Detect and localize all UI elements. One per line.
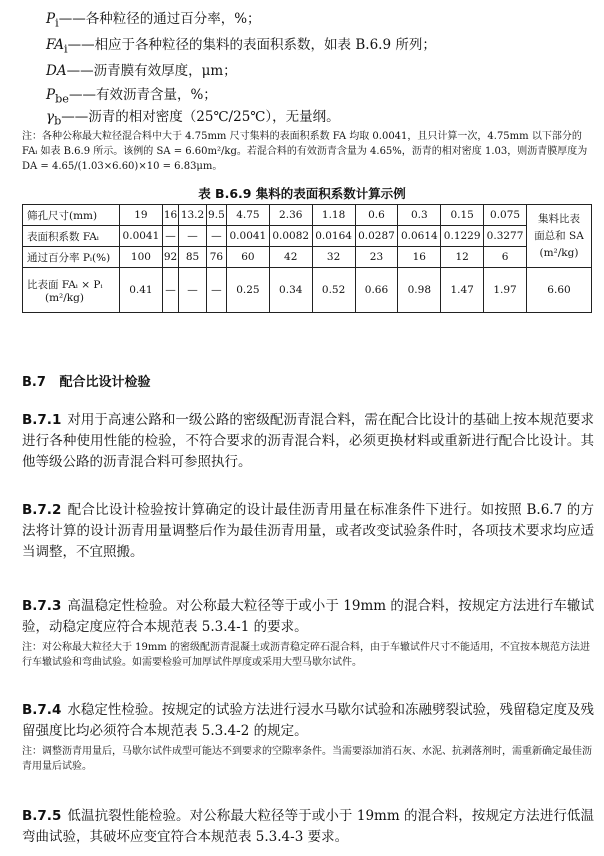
table-cell: 16: [162, 205, 178, 226]
table-cell: 0.0164: [312, 226, 355, 247]
table-cell: 76: [206, 247, 226, 268]
variable-symbol: P: [46, 87, 56, 103]
clause-note: 注：对公称最大粒径大于 19mm 的密级配沥青混凝土或沥青稳定碎石混合料，由于车辙试件尺寸不能适用，不宜按本规范方法进行车辙试验和弯曲试验。如需要检验可加厚试件厚度或采用大型马歇尔试件。: [22, 642, 591, 668]
surface-area-table: [22, 204, 592, 313]
table-cell: 6: [484, 247, 527, 268]
variable-description: ——沥青膜有效厚度，μm；: [66, 63, 237, 79]
section-heading: [22, 371, 151, 390]
table-cell: 60: [226, 247, 269, 268]
table-cell: 0.25: [226, 268, 269, 313]
variable-subscript: b: [54, 114, 62, 128]
variable-symbol: γ: [46, 109, 55, 125]
table-cell: 1.97: [484, 268, 527, 313]
variable-description: ——沥青的相对密度（25℃/25℃），无量纲。: [61, 109, 340, 125]
table-cell: 92: [162, 247, 178, 268]
clause-text: 水稳定性检验。按规定的试验方法进行浸水马歇尔试验和冻融劈裂试验，残留稳定度及残留强度比均必须符合本规范表 5.3.4-2 的规定。: [22, 702, 594, 739]
table-row: [23, 226, 592, 247]
variable-subscript: be: [55, 92, 69, 106]
table-cell: 42: [269, 247, 312, 268]
row-label-fa: 表面积系数 FAᵢ: [23, 226, 120, 247]
table-cell: —: [206, 226, 226, 247]
table-cell: 1.18: [312, 205, 355, 226]
table-cell: 2.36: [269, 205, 312, 226]
clause-text: 低温抗裂性能检验。对公称最大粒径等于或小于 19mm 的混合料，按规定方法进行低温弯曲试验，其破坏应变宜符合本规范表 5.3.4-3 要求。: [22, 808, 594, 845]
clause-text: 配合比设计检验按计算确定的设计最佳沥青用量在标准条件下进行。如按照 B.6.7 的方法将计算的设计沥青用量调整后作为最佳沥青用量，或者改变试验条件时，各项技术要求均应适当调整，不宜照搬。: [22, 502, 594, 560]
table-cell: 32: [312, 247, 355, 268]
table-cell: —: [179, 268, 207, 313]
row-label-sieve: 筛孔尺寸(mm): [23, 205, 120, 226]
table-cell: 16: [398, 247, 441, 268]
variable-description: ——相应于各种粒径的集料的表面积系数，如表 B.6.9 所列；: [67, 37, 436, 53]
variable-definition: [46, 62, 237, 85]
row-label-surface: [23, 268, 120, 313]
variable-description: ——各种粒径的通过百分率，%；: [58, 11, 261, 27]
clause-text: 高温稳定性检验。对公称最大粒径等于或小于 19mm 的混合料，按规定方法进行车辙试验，动稳定度应符合本规范表 5.3.4-1 的要求。: [22, 598, 594, 635]
table-cell: 9.5: [206, 205, 226, 226]
section-title: 配合比设计检验: [59, 375, 151, 390]
table-cell: —: [162, 226, 178, 247]
row-label-pass: 通过百分率 Pᵢ(%): [23, 247, 120, 268]
table-title: 表 B.6.9 集料的表面积系数计算示例: [198, 186, 406, 201]
calculation-note: 注：各种公称最大粒径混合料中大于 4.75mm 尺寸集料的表面积系数 FA 均取 0.0041，且只计算一次，4.75mm 以下部分的 FAᵢ 如表 B.6.9 所示。该例的 SA = 6.60m²/kg。若混合料的有效沥青含量为 4.65%，沥青的相对密度 1.03，则沥青膜厚度为 DA = 4.65/(1.03×6.60)×10 = 6.83μm。: [22, 131, 588, 172]
clause-number: B.7.1: [22, 412, 62, 428]
table-cell: 0.0287: [355, 226, 398, 247]
clause-paragraph: [22, 410, 594, 473]
table-cell: 0.98: [398, 268, 441, 313]
row-label-line: 比表面 FAᵢ × Pᵢ: [27, 278, 103, 291]
section-number: B.7: [22, 375, 46, 390]
table-cell: 0.075: [484, 205, 527, 226]
table-cell: 0.6: [355, 205, 398, 226]
table-cell: 0.0041: [226, 226, 269, 247]
variable-symbol: P: [46, 11, 56, 27]
table-cell: 0.41: [120, 268, 163, 313]
variable-definition: [46, 10, 261, 33]
clause-paragraph: [22, 806, 594, 848]
clause-number: B.7.3: [22, 598, 62, 614]
table-cell: 4.75: [226, 205, 269, 226]
clause-paragraph: [22, 700, 594, 742]
row-label-line: (m²/kg): [45, 291, 84, 304]
sum-header-cell: [527, 205, 592, 268]
variable-symbol: FA: [46, 37, 64, 53]
clause-paragraph: [22, 596, 594, 638]
variable-definition: [46, 86, 217, 109]
table-row: [23, 247, 592, 268]
clause-paragraph: [22, 500, 594, 563]
variable-subscript: i: [55, 16, 59, 30]
table-cell: 12: [441, 247, 484, 268]
table-cell: 0.15: [441, 205, 484, 226]
table-cell: —: [206, 268, 226, 313]
table-cell: 1.47: [441, 268, 484, 313]
table-cell: 23: [355, 247, 398, 268]
variable-definition: [46, 108, 340, 131]
clause-number: B.7.2: [22, 502, 62, 518]
sum-header-line: 面总和 SA: [534, 229, 584, 242]
clause-number: B.7.4: [22, 702, 62, 718]
clause-text: 对用于高速公路和一级公路的密级配沥青混合料，需在配合比设计的基础上按本规范要求进行各种使用性能的检验，不符合要求的沥青混合料，必须更换材料或重新进行配合比设计。其他等级公路的沥青混合料可参照执行。: [22, 412, 594, 470]
variable-symbol: DA: [46, 63, 67, 79]
table-cell: 0.52: [312, 268, 355, 313]
table-cell: 0.3: [398, 205, 441, 226]
table-row: [23, 268, 592, 313]
table-cell: —: [179, 226, 207, 247]
table-cell: 0.0614: [398, 226, 441, 247]
variable-description: ——有效沥青含量，%；: [68, 87, 217, 103]
table-row: [23, 205, 592, 226]
sum-value-cell: 6.60: [527, 268, 592, 313]
table-cell: 0.0082: [269, 226, 312, 247]
variable-subscript: i: [63, 42, 68, 56]
table-cell: 19: [120, 205, 163, 226]
sum-header-line: (m²/kg): [539, 246, 579, 259]
variable-definition: [46, 36, 436, 59]
table-cell: 0.66: [355, 268, 398, 313]
table-cell: 0.0041: [120, 226, 163, 247]
sum-header-line: 集料比表: [538, 212, 580, 225]
table-cell: 13.2: [179, 205, 207, 226]
table-cell: 0.1229: [441, 226, 484, 247]
table-cell: 85: [179, 247, 207, 268]
clause-note: 注：调整沥青用量后，马歇尔试件成型可能达不到要求的空隙率条件。当需要添加消石灰、水泥、抗剥落剂时，需重新确定最佳沥青用量后试验。: [22, 746, 592, 772]
table-cell: 100: [120, 247, 163, 268]
table-cell: —: [162, 268, 178, 313]
clause-number: B.7.5: [22, 808, 62, 824]
table-cell: 0.34: [269, 268, 312, 313]
table-cell: 0.3277: [484, 226, 527, 247]
